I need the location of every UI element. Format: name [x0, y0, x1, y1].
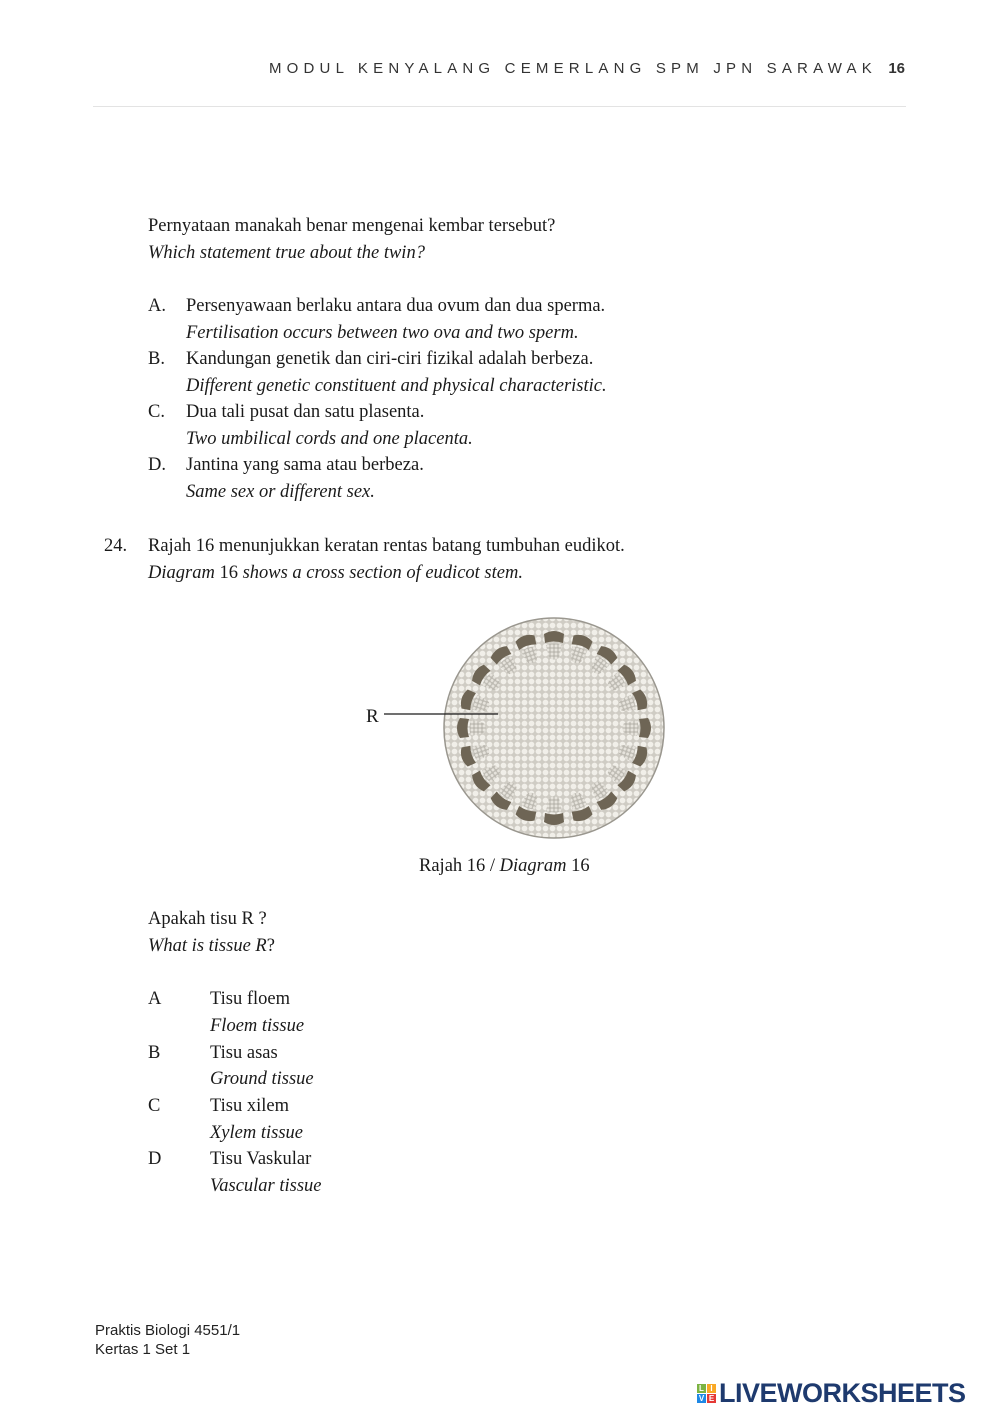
- label-r: R: [366, 706, 379, 727]
- q23-option-d-ms: Jantina yang sama atau berbeza.: [186, 455, 424, 475]
- liveworksheets-tiles-icon: L I V E: [698, 1384, 715, 1403]
- q23-option-a-letter: A.: [148, 296, 166, 316]
- footer-paper: Kertas 1 Set 1: [95, 1341, 191, 1358]
- q23-option-a-ms: Persenyawaan berlaku antara dua ovum dan dua sperma.: [186, 296, 606, 316]
- header-divider: [93, 106, 906, 107]
- page-header: [269, 60, 905, 77]
- q24-stem-en: Diagram 16 shows a cross section of eudicot stem.: [148, 563, 523, 583]
- q24-option-c-letter: C: [148, 1096, 161, 1116]
- footer-subject: Praktis Biologi 4551/1: [95, 1322, 241, 1339]
- q24-ask-ms: Apakah tisu R ?: [148, 909, 267, 929]
- page-number: 16: [888, 60, 905, 77]
- q23-option-b-ms: Kandungan genetik dan ciri-ciri fizikal adalah berbeza.: [186, 349, 594, 369]
- q24-option-d-letter: D: [148, 1149, 162, 1169]
- q23-option-c-ms: Dua tali pusat dan satu plasenta.: [186, 402, 425, 422]
- q24-option-c-en: Xylem tissue: [210, 1123, 303, 1143]
- q23-option-c-en: Two umbilical cords and one placenta.: [186, 429, 473, 449]
- q24-option-d-ms: Tisu Vaskular: [210, 1149, 312, 1169]
- diagram-caption: Rajah 16 / Diagram 16: [419, 856, 590, 876]
- q23-option-d-letter: D.: [148, 455, 166, 475]
- q24-option-b-letter: B: [148, 1043, 161, 1063]
- q24-number: 24.: [104, 536, 128, 556]
- logo-text: LIVEWORKSHEETS: [719, 1378, 966, 1408]
- q23-option-b-en: Different genetic constituent and physical characteristic.: [186, 376, 607, 396]
- q24-option-b-en: Ground tissue: [210, 1069, 314, 1089]
- stem-cross-section-illustration: [360, 615, 670, 845]
- liveworksheets-logo[interactable]: [697, 1378, 966, 1409]
- q24-option-a-en: Floem tissue: [210, 1016, 305, 1036]
- q23-stem-ms: Pernyataan manakah benar mengenai kembar tersebut?: [148, 216, 556, 236]
- q24-option-d-en: Vascular tissue: [210, 1176, 322, 1196]
- eudicot-stem-diagram: [360, 615, 670, 845]
- q23-option-b-letter: B.: [148, 349, 165, 369]
- q24-option-b-ms: Tisu asas: [210, 1043, 278, 1063]
- q23-option-d-en: Same sex or different sex.: [186, 482, 375, 502]
- q23-stem-en: Which statement true about the twin?: [148, 243, 425, 263]
- q24-stem-ms: Rajah 16 menunjukkan keratan rentas batang tumbuhan eudikot.: [148, 536, 625, 556]
- header-title: MODUL KENYALANG CEMERLANG SPM JPN SARAWAK: [268, 60, 877, 77]
- q24-option-c-ms: Tisu xilem: [210, 1096, 289, 1116]
- q23-option-c-letter: C.: [148, 402, 165, 422]
- q24-ask-en: What is tissue R?: [148, 936, 275, 956]
- q24-option-a-letter: A: [148, 989, 162, 1009]
- page-footer: [95, 1321, 240, 1359]
- q24-option-a-ms: Tisu floem: [210, 989, 291, 1009]
- q23-option-a-en: Fertilisation occurs between two ova and two sperm.: [186, 323, 579, 343]
